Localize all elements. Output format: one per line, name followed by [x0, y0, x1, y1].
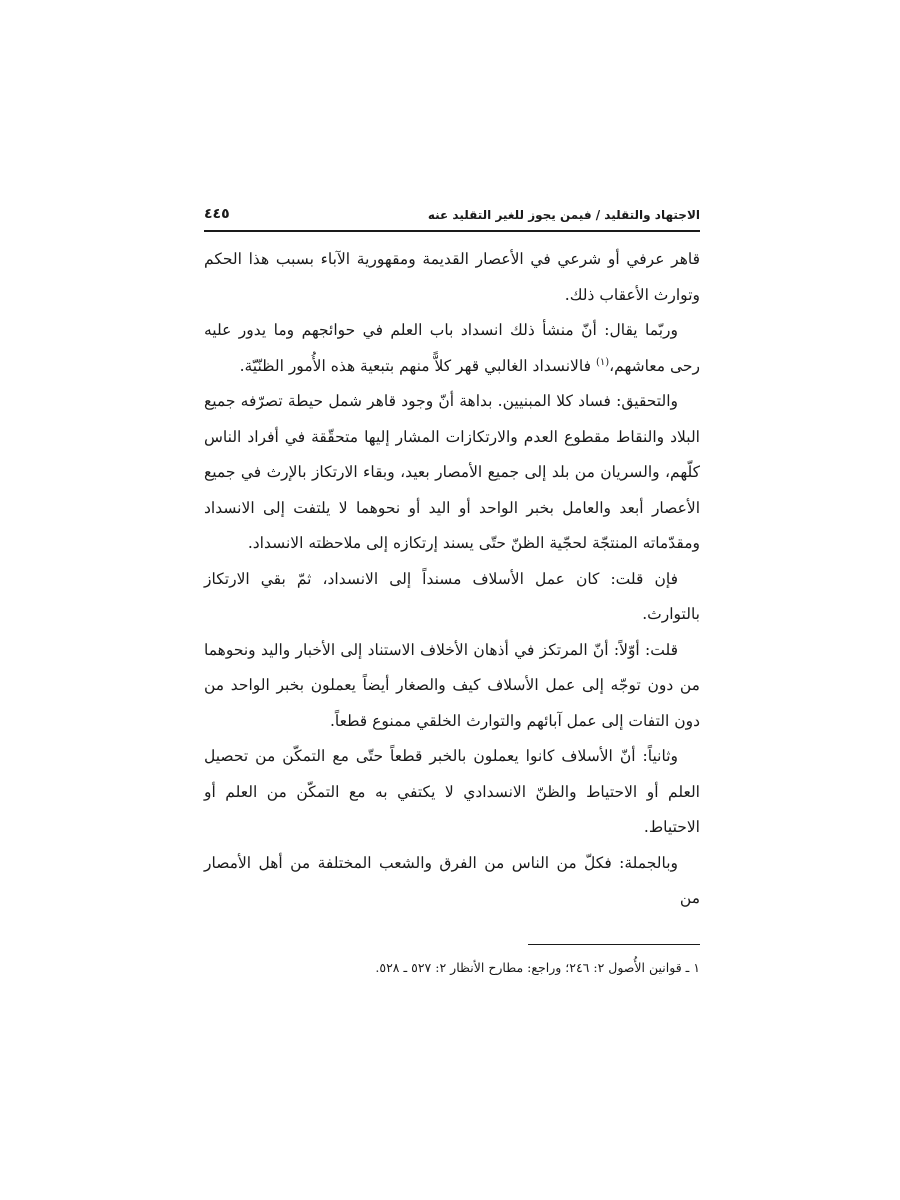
paragraph-2-text-after: فالانسداد الغالبي قهر كلاًّ منهم بتبعية هذه الأُمور الظنّيّة.	[239, 356, 596, 375]
paragraph-7: وبالجملة: فكلّ من الناس من الفرق والشعب المختلفة من أهل الأمصار من	[204, 853, 700, 907]
paragraph-2	[204, 313, 700, 384]
chapter-title: الاجتهاد والتقليد / فيمن يجوز للغير التقليد عنه	[427, 208, 700, 222]
page-number: ٤٤٥	[204, 206, 230, 222]
paragraph-6: وثانياً: أنّ الأسلاف كانوا يعملون بالخبر قطعاً حتّى مع التمكّن من تحصيل العلم أو الاحتياط والظنّ الانسدادي لا يكتفي به مع التمكّن من العلم أو الاحتياط.	[204, 747, 700, 836]
paragraph-1: قاهر عرفي أو شرعي في الأعصار القديمة ومقهورية الآباء بسبب هذا الحكم وتوارث الأعقاب ذلك.	[204, 250, 700, 304]
paragraph-2-text-before: وربّما يقال: أنّ منشأ ذلك انسداد باب العلم في حوائجهم وما يدور عليه رحى معاشهم،	[204, 321, 700, 375]
paragraph-4: فإن قلت: كان عمل الأسلاف مسنداً إلى الانسداد، ثمّ بقي الارتكاز بالتوارث.	[204, 569, 700, 623]
paragraph-3: والتحقيق: فساد كلا المبنيين. بداهة أنّ وجود قاهر شمل حيطة تصرّفه جميع البلاد والنقاط مقطوع العدم والارتكازات المشار إليها متحقّقة في أفراد الناس كلّهم، والسريان من بلد إلى جميع الأمصار بعيد، وبقاء الارتكاز بالإرث في جميع الأعصار أبعد والعامل بخبر الواحد أو اليد أو نحوهما لا يلتفت إلى الانسداد ومقدّماته المنتجّة لحجّية الظنّ حتّى يسند إرتكازه إلى ملاحظته الانسداد.	[204, 392, 700, 552]
paragraph-5: قلت: أوّلاً: أنّ المرتكز في أذهان الأخلاف الاستناد إلى الأخبار واليد ونحوهما من دون توجّه إلى عمل الأسلاف كيف والصغار أيضاً يعملون بخبر الواحد من دون التفات إلى عمل آبائهم والتوارث الخلقي ممنوع قطعاً.	[204, 640, 700, 730]
footnote-divider	[528, 944, 700, 945]
footnote-reference: (١)	[595, 356, 610, 368]
running-header	[204, 200, 700, 232]
body-text	[204, 242, 700, 917]
footnote-1: ١ ـ قوانين الأُصول ٢: ٢٤٦؛ وراجع: مطارح الأنظار ٢: ٥٢٧ ـ ٥٢٨.	[375, 960, 700, 975]
